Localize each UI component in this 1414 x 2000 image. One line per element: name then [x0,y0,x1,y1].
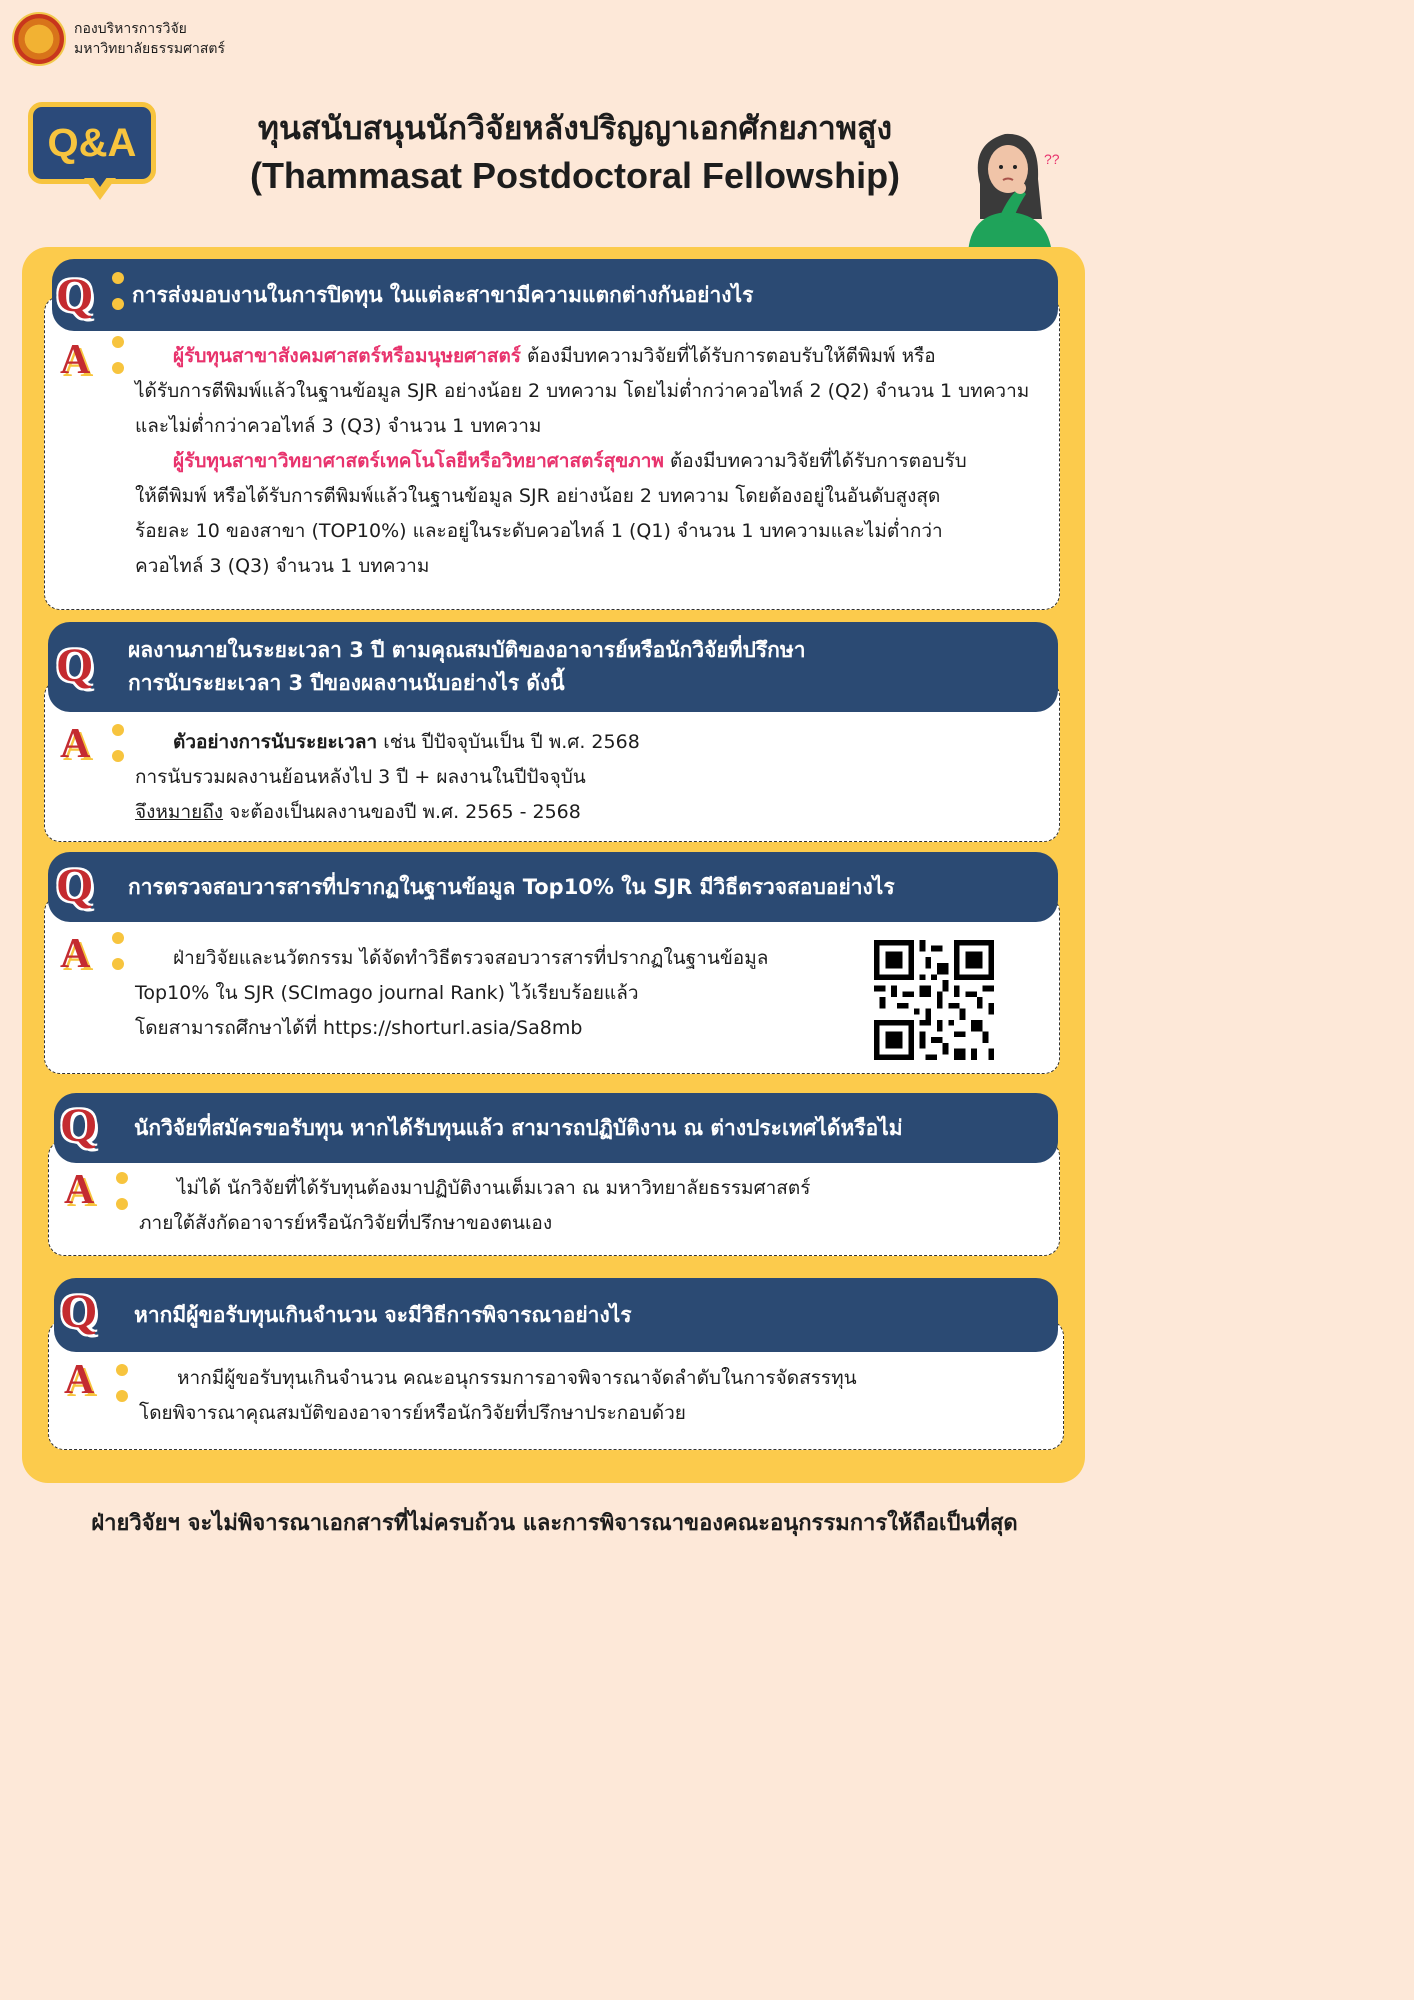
org-line-1: กองบริหารการวิจัย [74,21,187,37]
qr-code [874,940,994,1060]
qa-badge-tail [84,178,116,200]
decor-dot [112,958,124,970]
answer-2-line-1 [135,725,1059,760]
answer-1-line-5: ให้ตีพิมพ์ หรือได้รับการตีพิมพ์แล้วในฐานข้อมูล SJR อย่างน้อย 2 บทความ โดยต้องอยู่ในอันดับสูงสุด [135,485,941,507]
answer-box-1 [44,296,1060,610]
question-4-text: นักวิจัยที่สมัครขอรับทุน หากได้รับทุนแล้ว สามารถปฏิบัติงาน ณ ต่างประเทศได้หรือไม่ [134,1115,903,1140]
answer-1-para-1 [135,339,1059,374]
answer-1-highlight-2: ผู้รับทุนสาขาวิทยาศาสตร์เทคโนโลยีหรือวิทยาศาสตร์สุขภาพ [173,450,664,472]
decor-dot [112,336,124,348]
answer-3-line-2: Top10% ใน SJR (SCImago journal Rank) ไว้เรียบร้อยแล้ว [135,982,639,1004]
answer-1-text-2: ต้องมีบทความวิจัยที่ได้รับการตอบรับ [663,450,967,472]
answer-1-line-7: ควอไทล์ 3 (Q3) จำนวน 1 บทความ [135,555,430,577]
answer-1-text-1: ต้องมีบทความวิจัยที่ได้รับการตอบรับให้ตีพิมพ์ หรือ [521,345,936,367]
decor-dot [112,932,124,944]
question-1-text: การส่งมอบงานในการปิดทุน ในแต่ละสาขามีความแตกต่างกันอย่างไร [132,282,754,307]
question-bar-2 [48,622,1058,712]
answer-1-line-3: และไม่ต่ำกว่าควอไทล์ 3 (Q3) จำนวน 1 บทความ [135,415,542,437]
answer-5-line-2: โดยพิจารณาคุณสมบัติของอาจารย์หรือนักวิจัยที่ปรึกษาประกอบด้วย [139,1402,686,1424]
org-header [12,12,225,66]
decor-dot [112,750,124,762]
question-3-text: การตรวจสอบวารสารที่ปรากฏในฐานข้อมูล Top10% ใน SJR มีวิธีตรวจสอบอย่างไร [128,874,895,899]
decor-dot [112,724,124,736]
q-letter-icon: Q [56,859,94,912]
decor-dot [112,272,124,284]
org-line-2: มหาวิทยาลัยธรรมศาสตร์ [74,41,225,57]
answer-1-para-2 [135,444,1059,479]
q-letter-icon: Q [56,639,94,692]
q-letter-icon: Q [56,269,94,322]
answer-2-text-3: จะต้องเป็นผลงานของปี พ.ศ. 2565 - 2568 [223,801,581,823]
question-2-line-2: การนับระยะเวลา 3 ปีของผลงานนับอย่างไร ดังนี้ [128,671,565,695]
q-letter-icon: Q [60,1099,98,1152]
a-letter-icon: A [60,931,91,977]
answer-2-underline: จึงหมายถึง [135,801,224,823]
question-bar-1 [52,259,1058,331]
answer-2-text-1: เช่น ปีปัจจุบันเป็น ปี พ.ศ. 2568 [377,731,640,753]
decor-dot [116,1172,128,1184]
university-seal-logo [12,12,66,66]
decor-dot [116,1364,128,1376]
page-title [160,104,990,200]
question-5-text: หากมีผู้ขอรับทุนเกินจำนวน จะมีวิธีการพิจารณาอย่างไร [134,1302,632,1327]
a-letter-icon: A [60,721,91,767]
answer-2-bold: ตัวอย่างการนับระยะเวลา [173,731,378,753]
org-name [74,19,225,59]
decor-dot [116,1198,128,1210]
question-marks: ?? [1044,151,1060,167]
answer-5-line-1: หากมีผู้ขอรับทุนเกินจำนวน คณะอนุกรรมการอาจพิจารณาจัดลำดับในการจัดสรรทุน [177,1367,857,1389]
title-english: (Thammasat Postdoctoral Fellowship) [249,155,901,196]
question-2-line-1: ผลงานภายในระยะเวลา 3 ปี ตามคุณสมบัติของอาจารย์หรือนักวิจัยที่ปรึกษา [128,638,806,662]
thinking-woman-illustration [960,124,1060,254]
a-letter-icon: A [60,337,91,383]
answer-4-line-2: ภายใต้สังกัดอาจารย์หรือนักวิจัยที่ปรึกษาของตนเอง [139,1212,553,1234]
answer-1-line-2: ได้รับการตีพิมพ์แล้วในฐานข้อมูล SJR อย่างน้อย 2 บทความ โดยไม่ต่ำกว่าควอไทล์ 2 (Q2) จำนวน 1 บทความ [135,380,1030,402]
answer-3-line-3: โดยสามารถศึกษาได้ที่ https://shorturl.asia/Sa8mb [135,1017,583,1039]
qa-badge: Q&A [28,102,156,184]
decor-dot [116,1390,128,1402]
question-bar-3 [48,852,1058,922]
answer-3-line-1: ฝ่ายวิจัยและนวัตกรรม ได้จัดทำวิธีตรวจสอบวารสารที่ปรากฏในฐานข้อมูล [173,947,769,969]
footer-note: ฝ่ายวิจัยฯ จะไม่พิจารณาเอกสารที่ไม่ครบถ้วน และการพิจารณาของคณะอนุกรรมการให้ถือเป็นที่สุด [91,1511,1018,1536]
a-letter-icon: A [64,1357,95,1403]
question-bar-5 [54,1278,1058,1352]
question-bar-4 [54,1093,1058,1163]
decor-dot [112,298,124,310]
answer-2-line-3 [135,795,1059,830]
title-thai: ทุนสนับสนุนนักวิจัยหลังปริญญาเอกศักยภาพสูง [257,109,893,147]
answer-4-line-1: ไม่ได้ นักวิจัยที่ได้รับทุนต้องมาปฏิบัติงานเต็มเวลา ณ มหาวิทยาลัยธรรมศาสตร์ [177,1177,811,1199]
q-letter-icon: Q [60,1285,98,1338]
answer-1-line-6: ร้อยละ 10 ของสาขา (TOP10%) และอยู่ในระดับควอไทล์ 1 (Q1) จำนวน 1 บทความและไม่ต่ำกว่า [135,520,943,542]
decor-dot [112,362,124,374]
a-letter-icon: A [64,1167,95,1213]
answer-2-line-2: การนับรวมผลงานย้อนหลังไป 3 ปี + ผลงานในปีปัจจุบัน [135,766,586,788]
answer-1-highlight-1: ผู้รับทุนสาขาสังคมศาสตร์หรือมนุษยศาสตร์ [173,345,521,367]
